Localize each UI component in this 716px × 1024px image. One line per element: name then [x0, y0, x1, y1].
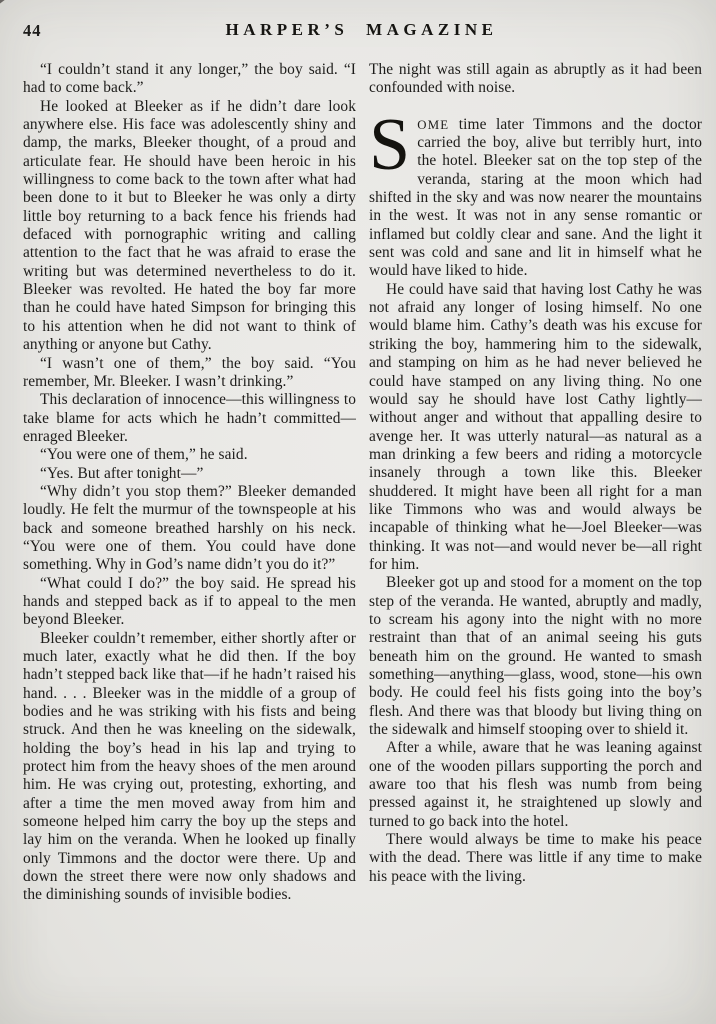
paragraph: He could have said that having lost Cathy he was not afraid any longer of losing himself. No one would blame him. Cathy’s death was his excuse for striking the boy, hammering him to the sidewalk, and stamping on him as he had never believed he could have stamped on any living thing. No one would say he should have lost Cathy lightly—without anger and without that appalling desire to avenge her. It was utterly natural—as natural as a man drinking a few beers and riding a motorcycle insanely through a town like this. Bleeker shuddered. It might have been all right for a man like Timmons who was and would always be incapable of thinking what he—Joel Bleeker—was thinking. It was not—and would never be—all right for him.	[369, 280, 702, 573]
scan-artifact-corner	[0, 0, 10, 8]
text-columns	[23, 61, 702, 905]
magazine-title: HARPER’S MAGAZINE	[225, 20, 498, 39]
paragraph: He looked at Bleeker as if he didn’t dare look anywhere else. His face was adolescently shiny and damp, the marks, Bleeker thought, of a proud and articulate fear. He should have been heroic in his willingness to come back to the town after what had been done to it but to Bleeker he was only a dirty little boy returning to a back fence his friends had defaced with pornographic writing and calling attention to the fact that he was afraid to erase the writing but was determined nevertheless to do it. Bleeker was revolted. He hated the boy far more than he could have hated Simpson for bringing this to his attention when he did not want to think of anything or anyone but Cathy.	[23, 97, 356, 354]
paragraph: Bleeker couldn’t remember, either shortly after or much later, exactly what he did then. If the boy hadn’t stepped back like that—if he hadn’t raised his hand. . . . Bleeker was in the middle of a group of bodies and he was striking with his fists and being struck. And then he was kneeling on the sidewalk, holding the boy’s head in his lap and trying to protect him from the heavy shoes of the men around him. He was crying out, protesting, exhorting, and after a time the men moved away from him and someone helped him carry the boy up the steps and lay him on the veranda. When he looked up finally only Timmons and the doctor were there. Up and down the street there were now only shadows and the diminishing sounds of invisible bodies.	[23, 629, 356, 904]
page-header	[23, 20, 700, 42]
paragraph: This declaration of innocence—this willingness to take blame for acts which he hadn’t committed—enraged Bleeker.	[23, 391, 356, 445]
paragraph: “Why didn’t you stop them?” Bleeker demanded loudly. He felt the murmur of the townspeople at his back and someone breathed harshly on his neck. “You were one of them. You could have done something. Why in God’s name didn’t you do it?”	[23, 482, 356, 574]
paragraph: “Yes. But after tonight—”	[40, 464, 204, 482]
drop-cap-paragraph	[369, 103, 702, 281]
paragraph: The night was still again as abruptly as it had been confounded with noise.	[369, 61, 702, 97]
paragraph: “I couldn’t stand it any longer,” the boy said. “I had to come back.”	[23, 61, 356, 97]
right-column	[369, 61, 702, 905]
drop-cap-text: time later Timmons and the doctor carried the boy, alive but terribly hurt, into the hotel. Bleeker sat on the top step of the veranda, staring at the moon which had shifted in the sky and was now nearer the mountains in the west. It was not in any sense romantic or inflamed but coldly clear and sane. And the light it sent was cold and sane and lit in himself what he would have liked to hide.	[369, 115, 702, 280]
left-column	[23, 61, 356, 905]
paragraph: There would always be time to make his peace with the dead. There was little if any time to make his peace with the living.	[369, 831, 702, 885]
paragraph: After a while, aware that he was leaning against one of the wooden pillars supporting the porch and aware too that his flesh was numb from being pressed against it, he straightened up slowly and turned to go back into the hotel.	[369, 739, 702, 830]
paragraph: “You were one of them,” he said.	[40, 446, 248, 464]
paragraph: Bleeker got up and stood for a moment on the top step of the veranda. He wanted, abruptly and madly, to scream his agony into the night with no more restraint than that of an animal seeing his guts beneath him on the ground. He wanted to smash something—anything—glass, wood, stone—his own body. He could feel his fists going into the boy’s flesh. And there was that bloody but living thing on the sidewalk and himself stooping over to shield it.	[369, 574, 702, 739]
paragraph: “I wasn’t one of them,” the boy said. “You remember, Mr. Bleeker. I wasn’t drinking.”	[23, 354, 356, 390]
page-number: 44	[23, 21, 42, 40]
drop-cap-smallcaps: OME	[417, 117, 450, 132]
drop-cap-initial: S	[369, 103, 411, 186]
paragraph: “What could I do?” the boy said. He spread his hands and stepped back as if to appeal to the men beyond Bleeker.	[23, 574, 356, 629]
